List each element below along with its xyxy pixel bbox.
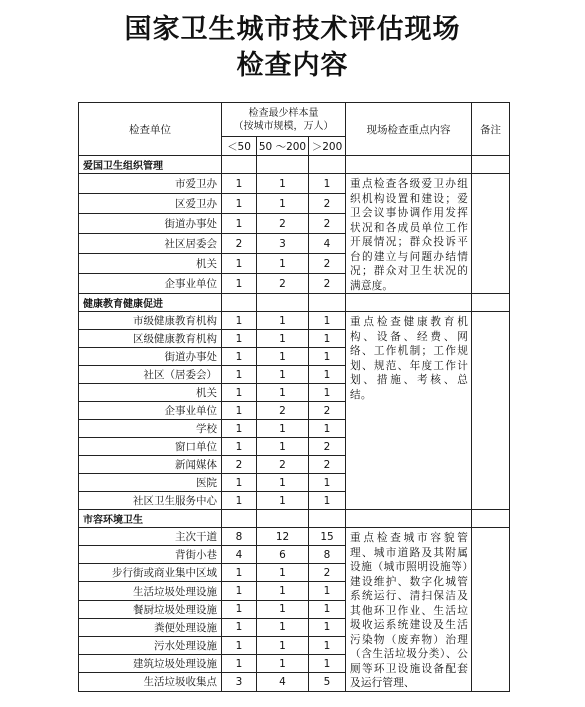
sample-count-cell: 3 xyxy=(257,234,309,254)
unit-cell: 背街小巷 xyxy=(79,546,222,564)
unit-cell: 市级健康教育机构 xyxy=(79,312,222,330)
focus-content-cell: 重点检查健康教育机构、设备、经费、网络、工作机制；工作规划、规范、年度工作计划、措施、考核、总结。 xyxy=(346,312,472,510)
sample-count-cell: 1 xyxy=(222,330,257,348)
unit-cell: 区爱卫办 xyxy=(79,194,222,214)
sample-count-cell: 1 xyxy=(222,438,257,456)
sample-count-cell: 1 xyxy=(257,366,309,384)
header-remark: 备注 xyxy=(472,103,510,156)
sample-count-cell: 1 xyxy=(309,582,346,600)
sample-count-cell: 2 xyxy=(222,234,257,254)
sample-count-cell: 1 xyxy=(257,330,309,348)
unit-cell: 粪便处理设施 xyxy=(79,618,222,636)
sample-count-cell: 4 xyxy=(309,234,346,254)
sample-count-cell: 1 xyxy=(309,348,346,366)
sample-count-cell: 1 xyxy=(257,420,309,438)
empty-cell xyxy=(309,156,346,174)
sample-count-cell: 2 xyxy=(309,194,346,214)
sample-count-cell: 1 xyxy=(222,402,257,420)
sample-count-cell: 1 xyxy=(309,366,346,384)
sample-count-cell: 2 xyxy=(257,274,309,294)
sample-count-cell: 2 xyxy=(309,564,346,582)
unit-cell: 主次干道 xyxy=(79,528,222,546)
sample-count-cell: 2 xyxy=(309,456,346,474)
table-row xyxy=(79,528,510,546)
sample-count-cell: 15 xyxy=(309,528,346,546)
header-sample-line1: 检查最少样本量 xyxy=(248,107,319,119)
sample-count-cell: 8 xyxy=(222,528,257,546)
unit-cell: 企事业单位 xyxy=(79,274,222,294)
empty-cell xyxy=(346,156,472,174)
sample-count-cell: 1 xyxy=(222,420,257,438)
sample-count-cell: 1 xyxy=(222,474,257,492)
unit-cell: 机关 xyxy=(79,384,222,402)
sample-count-cell: 1 xyxy=(257,384,309,402)
empty-cell xyxy=(346,294,472,312)
empty-cell xyxy=(257,156,309,174)
unit-cell: 社区卫生服务中心 xyxy=(79,492,222,510)
sample-count-cell: 1 xyxy=(257,194,309,214)
section-title: 市容环境卫生 xyxy=(79,510,222,528)
unit-cell: 社区（居委会） xyxy=(79,366,222,384)
unit-cell: 建筑垃圾处理设施 xyxy=(79,655,222,673)
table-row xyxy=(79,312,510,330)
empty-cell xyxy=(346,510,472,528)
focus-content-cell: 重点检查城市容貌管理、城市道路及其附属设施（城市照明设施等）建设维护、数字化城管系统运行、清扫保洁及其他环卫作业、生活垃圾收运系统建设及生活污染物（废弃物）治理（含生活垃圾分类）、公厕等环卫设施设备配套及运行管理、 xyxy=(346,528,472,692)
sample-count-cell: 2 xyxy=(257,214,309,234)
unit-cell: 机关 xyxy=(79,254,222,274)
unit-cell: 窗口单位 xyxy=(79,438,222,456)
sample-count-cell: 8 xyxy=(309,546,346,564)
sample-count-cell: 1 xyxy=(257,492,309,510)
sample-count-cell: 1 xyxy=(222,274,257,294)
remark-cell xyxy=(472,528,510,692)
sample-count-cell: 1 xyxy=(222,564,257,582)
sample-count-cell: 2 xyxy=(309,214,346,234)
sample-count-cell: 1 xyxy=(309,330,346,348)
sample-count-cell: 1 xyxy=(309,618,346,636)
unit-cell: 学校 xyxy=(79,420,222,438)
inspection-table xyxy=(78,102,510,692)
page-title-line1: 国家卫生城市技术评估现场 xyxy=(124,14,461,45)
sample-count-cell: 1 xyxy=(257,655,309,673)
sample-count-cell: 1 xyxy=(222,582,257,600)
sample-count-cell: 2 xyxy=(257,402,309,420)
header-scale-small: ＜50 xyxy=(222,137,257,156)
empty-cell xyxy=(257,294,309,312)
unit-cell: 企事业单位 xyxy=(79,402,222,420)
sample-count-cell: 1 xyxy=(222,348,257,366)
unit-cell: 医院 xyxy=(79,474,222,492)
sample-count-cell: 1 xyxy=(257,582,309,600)
sample-count-cell: 1 xyxy=(222,384,257,402)
unit-cell: 步行街或商业集中区域 xyxy=(79,564,222,582)
sample-count-cell: 1 xyxy=(309,636,346,654)
sample-count-cell: 2 xyxy=(309,438,346,456)
sample-count-cell: 1 xyxy=(257,348,309,366)
unit-cell: 街道办事处 xyxy=(79,214,222,234)
remark-cell xyxy=(472,312,510,510)
sample-count-cell: 3 xyxy=(222,673,257,691)
header-scale-medium: 50 ～200 xyxy=(257,137,309,156)
sample-count-cell: 1 xyxy=(222,492,257,510)
sample-count-cell: 1 xyxy=(309,600,346,618)
sample-count-cell: 4 xyxy=(257,673,309,691)
sample-count-cell: 1 xyxy=(222,214,257,234)
sample-count-cell: 1 xyxy=(257,312,309,330)
empty-cell xyxy=(257,510,309,528)
sample-count-cell: 1 xyxy=(309,474,346,492)
sample-count-cell: 1 xyxy=(257,254,309,274)
sample-count-cell: 2 xyxy=(309,254,346,274)
empty-cell xyxy=(309,510,346,528)
sample-count-cell: 1 xyxy=(222,312,257,330)
sample-count-cell: 1 xyxy=(309,492,346,510)
focus-content-cell: 重点检查各级爱卫办组织机构设置和建设；爱卫会议事协调作用发挥状况和各成员单位工作开展情况；群众投诉平台的建立与问题办结情况；群众对卫生状况的满意度。 xyxy=(346,174,472,294)
sample-count-cell: 1 xyxy=(222,636,257,654)
header-sample-line2: （按城市规模，万人） xyxy=(233,120,334,132)
header-scale-large: ＞200 xyxy=(309,137,346,156)
section-title: 爱国卫生组织管理 xyxy=(79,156,222,174)
empty-cell xyxy=(222,294,257,312)
empty-cell xyxy=(472,294,510,312)
sample-count-cell: 1 xyxy=(222,194,257,214)
empty-cell xyxy=(472,156,510,174)
sample-count-cell: 1 xyxy=(257,174,309,194)
sample-count-cell: 1 xyxy=(222,174,257,194)
empty-cell xyxy=(472,510,510,528)
unit-cell: 餐厨垃圾处理设施 xyxy=(79,600,222,618)
sample-count-cell: 2 xyxy=(309,402,346,420)
sample-count-cell: 1 xyxy=(309,420,346,438)
sample-count-cell: 1 xyxy=(309,655,346,673)
sample-count-cell: 1 xyxy=(257,618,309,636)
sample-count-cell: 1 xyxy=(309,174,346,194)
sample-count-cell: 4 xyxy=(222,546,257,564)
sample-count-cell: 1 xyxy=(257,636,309,654)
sample-count-cell: 1 xyxy=(309,384,346,402)
page-title-line2: 检查内容 xyxy=(236,50,349,81)
sample-count-cell: 1 xyxy=(222,618,257,636)
section-header-row xyxy=(79,294,510,312)
sample-count-cell: 1 xyxy=(257,438,309,456)
sample-count-cell: 1 xyxy=(222,600,257,618)
unit-cell: 区级健康教育机构 xyxy=(79,330,222,348)
sample-count-cell: 1 xyxy=(222,366,257,384)
sample-count-cell: 1 xyxy=(309,312,346,330)
unit-cell: 污水处理设施 xyxy=(79,636,222,654)
sample-count-cell: 2 xyxy=(222,456,257,474)
header-sample xyxy=(222,103,346,137)
header-unit: 检查单位 xyxy=(79,103,222,156)
section-title: 健康教育健康促进 xyxy=(79,294,222,312)
sample-count-cell: 12 xyxy=(257,528,309,546)
unit-cell: 生活垃圾收集点 xyxy=(79,673,222,691)
sample-count-cell: 1 xyxy=(222,254,257,274)
sample-count-cell: 1 xyxy=(257,474,309,492)
empty-cell xyxy=(222,156,257,174)
section-header-row xyxy=(79,510,510,528)
unit-cell: 新闻媒体 xyxy=(79,456,222,474)
section-header-row xyxy=(79,156,510,174)
empty-cell xyxy=(309,294,346,312)
sample-count-cell: 2 xyxy=(309,274,346,294)
unit-cell: 生活垃圾处理设施 xyxy=(79,582,222,600)
sample-count-cell: 1 xyxy=(257,564,309,582)
sample-count-cell: 5 xyxy=(309,673,346,691)
sample-count-cell: 6 xyxy=(257,546,309,564)
unit-cell: 社区居委会 xyxy=(79,234,222,254)
unit-cell: 街道办事处 xyxy=(79,348,222,366)
sample-count-cell: 1 xyxy=(222,655,257,673)
sample-count-cell: 1 xyxy=(257,600,309,618)
unit-cell: 市爱卫办 xyxy=(79,174,222,194)
table-row xyxy=(79,174,510,194)
header-focus: 现场检查重点内容 xyxy=(346,103,472,156)
empty-cell xyxy=(222,510,257,528)
remark-cell xyxy=(472,174,510,294)
sample-count-cell: 2 xyxy=(257,456,309,474)
